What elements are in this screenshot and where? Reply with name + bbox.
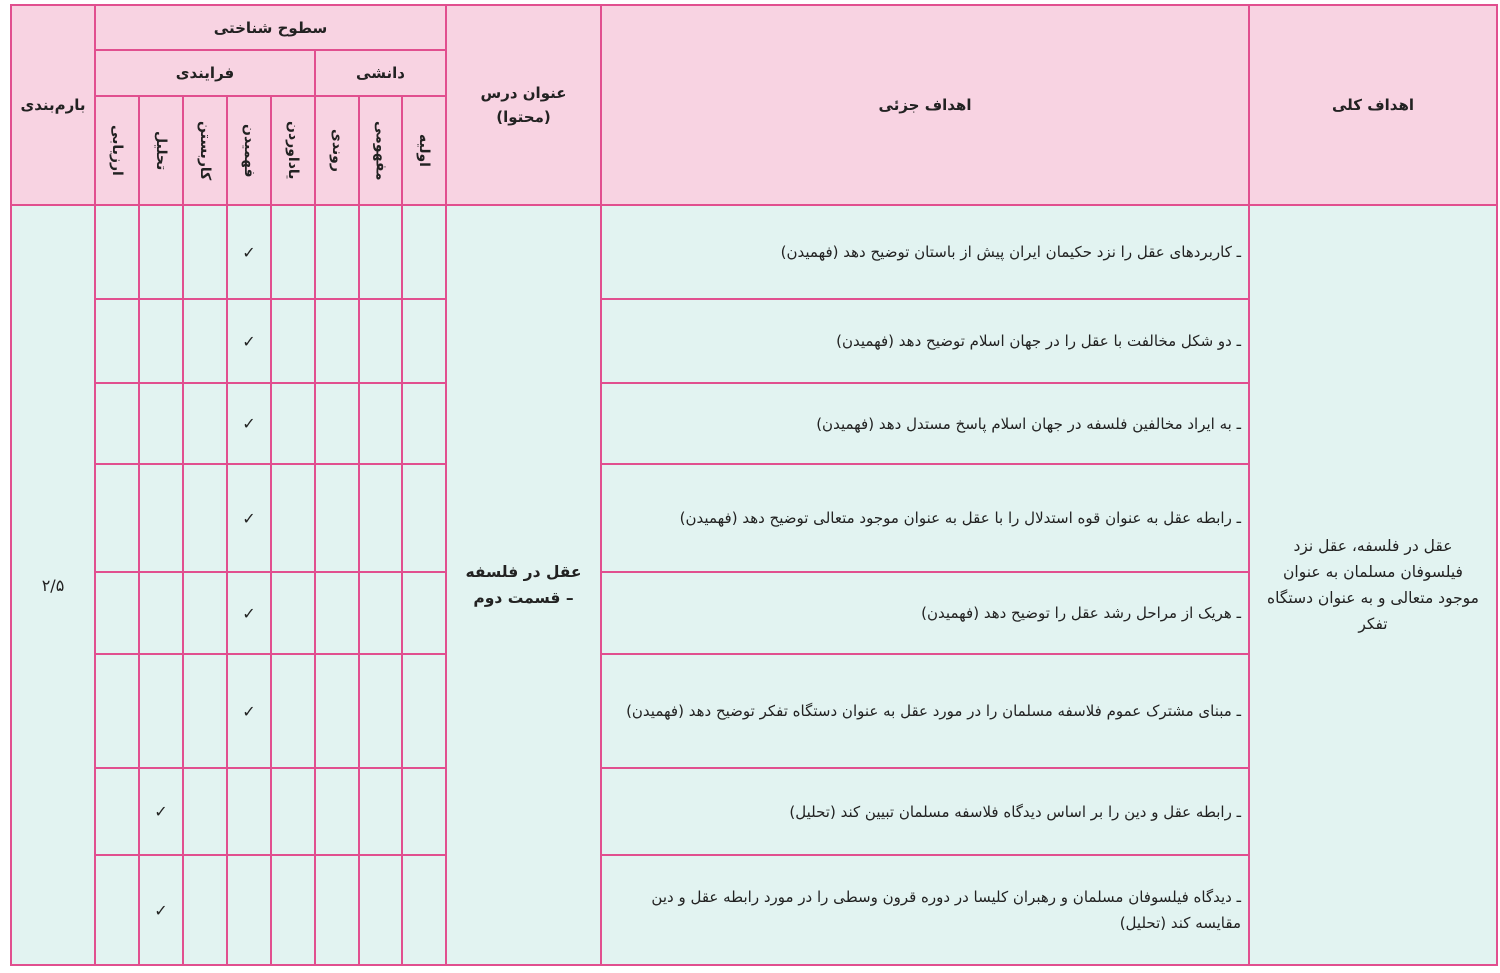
grid-line xyxy=(270,96,272,205)
grid-line xyxy=(601,298,1249,300)
grid-line xyxy=(1248,4,1250,966)
level-label: مفهومی xyxy=(372,120,389,181)
grid-line xyxy=(401,96,403,205)
grid-line xyxy=(138,96,140,205)
grid-line xyxy=(10,204,1498,206)
header-general-goals: اهداف کلی xyxy=(1249,5,1497,205)
grid-line xyxy=(358,96,360,205)
lesson-title-cell: عقل در فلسفه – قسمت دوم xyxy=(446,205,601,965)
check-mark: ✓ xyxy=(242,508,256,528)
level-label: فهمیدن xyxy=(241,123,257,178)
header-partial-goals: اهداف جزئی xyxy=(601,5,1249,205)
level-label: ارزیابی xyxy=(109,125,125,176)
grid-line xyxy=(95,382,446,384)
check-mark: ✓ xyxy=(242,331,256,351)
objective-cell: ـ مبنای مشترک عموم فلاسفه مسلمان را در مورد عقل به عنوان دستگاه تفکر توضیح دهد (فهمیدن) xyxy=(601,654,1249,768)
check-mark: ✓ xyxy=(242,414,256,433)
grid-line xyxy=(601,571,1249,573)
grid-line xyxy=(314,50,316,205)
level-header-understanding xyxy=(227,96,271,205)
objective-cell: ـ رابطه عقل و دین را بر اساس دیدگاه فلاسفه مسلمان تبیین کند (تحلیل) xyxy=(601,768,1249,855)
grid-line xyxy=(95,653,446,655)
objective-cell: ـ دیدگاه فیلسوفان مسلمان و رهبران کلیسا در دوره قرون وسطی را در مورد رابطه عقل و دین مقایسه کند (تحلیل) xyxy=(601,855,1249,965)
grid-line xyxy=(358,205,360,965)
check-mark: ✓ xyxy=(242,701,256,721)
grid-line xyxy=(226,96,228,205)
general-goal-cell: عقل در فلسفه، عقل نزد فیلسوفان مسلمان به عنوان موجود متعالی و به عنوان دستگاه تفکر xyxy=(1249,205,1497,965)
level-header-applying xyxy=(183,96,227,205)
level-label: تحلیل xyxy=(153,130,169,171)
header-cognitive-levels: سطوح شناختی xyxy=(95,5,446,50)
level-label: کاربستن xyxy=(197,120,213,181)
grid-line xyxy=(10,4,12,966)
level-header-analyzing xyxy=(139,96,183,205)
grid-line xyxy=(95,463,446,465)
level-header-conceptual xyxy=(359,96,402,205)
grid-line xyxy=(270,205,272,965)
header-lesson-title: عنوان درس (محتوا) xyxy=(446,5,601,205)
grid-line xyxy=(95,571,446,573)
objective-cell: ـ کاربردهای عقل را نزد حکیمان ایران پیش از باستان توضیح دهد (فهمیدن) xyxy=(601,205,1249,299)
check-mark: ✓ xyxy=(154,802,168,821)
objective-cell: ـ رابطه عقل به عنوان قوه استدلال را با عقل به عنوان موجود متعالی توضیح دهد (فهمیدن) xyxy=(601,464,1249,572)
header-knowledge: دانشی xyxy=(315,50,446,96)
grid-line xyxy=(601,767,1249,769)
grid-line xyxy=(1496,4,1498,966)
objective-cell: ـ به ایراد مخالفین فلسفه در جهان اسلام پاسخ مستدل دهد (فهمیدن) xyxy=(601,383,1249,464)
grid-line xyxy=(182,96,184,205)
grid-line xyxy=(138,205,140,965)
grid-line xyxy=(314,205,316,965)
check-mark: ✓ xyxy=(154,900,168,920)
objective-cell: ـ هریک از مراحل رشد عقل را توضیح دهد (فهمیدن) xyxy=(601,572,1249,654)
level-header-primary xyxy=(402,96,446,205)
grid-line xyxy=(601,382,1249,384)
check-mark: ✓ xyxy=(242,242,256,262)
grid-line xyxy=(182,205,184,965)
level-header-procedural xyxy=(315,96,359,205)
grid-line xyxy=(601,653,1249,655)
grid-line xyxy=(601,854,1249,856)
header-score: بارم‌بندی xyxy=(11,5,95,205)
header-process: فرایندی xyxy=(95,50,315,96)
level-label: روندی xyxy=(329,129,345,172)
check-mark: ✓ xyxy=(242,603,256,623)
grid-line xyxy=(95,767,446,769)
grid-line xyxy=(401,205,403,965)
grid-line xyxy=(600,4,602,966)
grid-line xyxy=(95,49,446,51)
level-header-remembering xyxy=(271,96,315,205)
grid-line xyxy=(226,205,228,965)
grid-line xyxy=(445,4,447,966)
grid-line xyxy=(94,4,96,966)
level-label: اولیه xyxy=(416,134,432,167)
grid-line xyxy=(601,463,1249,465)
level-header-evaluating xyxy=(95,96,139,205)
objective-cell: ـ دو شکل مخالفت با عقل را در جهان اسلام توضیح دهد (فهمیدن) xyxy=(601,299,1249,383)
grid-line xyxy=(95,298,446,300)
score-cell: ۲/۵ xyxy=(11,205,95,965)
grid-line xyxy=(10,4,1498,6)
grid-line xyxy=(95,854,446,856)
level-label: یاداوردن xyxy=(285,121,301,180)
grid-line xyxy=(10,964,1498,966)
